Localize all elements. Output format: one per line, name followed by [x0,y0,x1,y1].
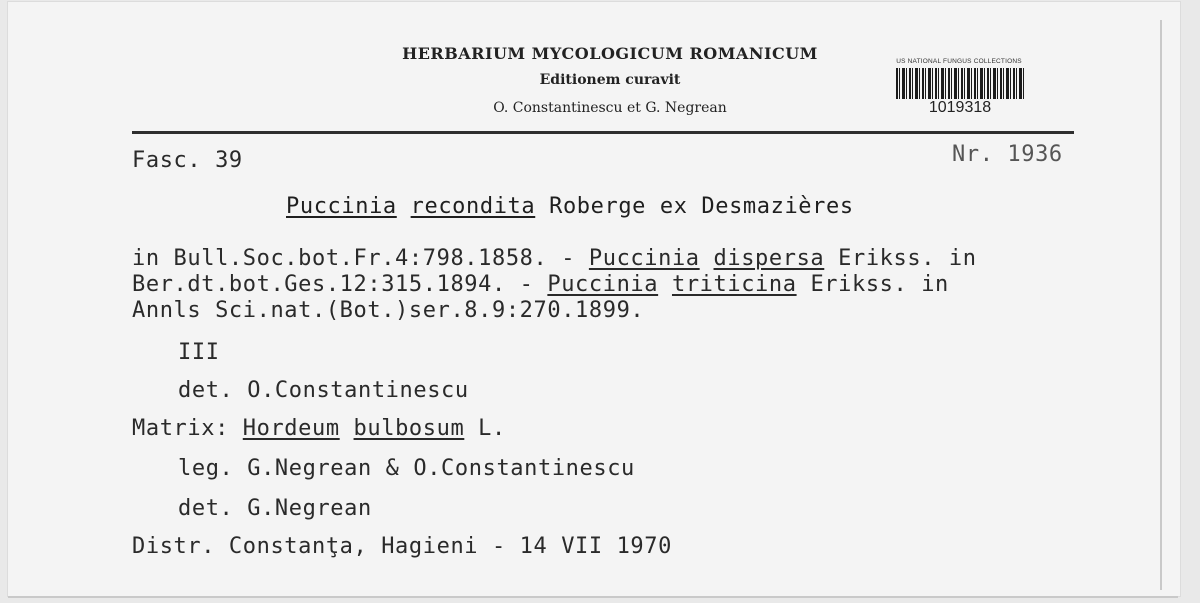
determiner-1: det. O.Constantinescu [178,378,469,403]
taxon-name [286,194,854,219]
taxon-species: recondita [410,194,536,219]
citation-2-pre: Ber.dt.bot.Ges.12:315.1894. - [132,272,548,297]
taxon-authority: Roberge ex Desmazières [549,194,854,219]
synonym-2-genus: Puccinia [547,272,659,297]
determiner-2: det. G.Negrean [178,496,372,521]
synonym-2-species: triticina [671,272,797,297]
citation-1-post: Erikss. in [824,246,977,271]
matrix-line [132,416,506,441]
spore-stage: III [178,340,220,365]
citation-line-2 [132,272,949,297]
specimen-number: Nr. 1936 [952,142,1063,167]
synonym-1-genus: Puccinia [588,246,700,271]
barcode-number: 1019318 [928,99,992,116]
herbarium-subtitle: Editionem curavit [539,72,681,88]
matrix-label: Matrix: [132,416,243,441]
header-rule [132,131,1074,134]
locality-date: Distr. Constanţa, Hagieni - 14 VII 1970 [132,534,672,559]
citation-line-3: Annls Sci.nat.(Bot.)ser.8.9:270.1899. [132,298,645,323]
synonym-1-species: dispersa [713,246,825,271]
barcode-icon [896,68,1024,99]
herbarium-editors: O. Constantinescu et G. Negrean [493,100,727,116]
matrix-author: L. [464,416,506,441]
fascicle-number: Fasc. 39 [132,148,243,173]
matrix-genus: Hordeum [242,416,340,441]
barcode-caption: US NATIONAL FUNGUS COLLECTIONS [896,58,1022,65]
herbarium-title: HERBARIUM MYCOLOGICUM ROMANICUM [402,44,818,63]
paper-edge-bottom [8,596,1178,598]
paper-edge-right [1160,20,1162,590]
citation-2-post: Erikss. in [796,272,949,297]
citation-line-1 [132,246,977,271]
collector: leg. G.Negrean & O.Constantinescu [178,456,635,481]
taxon-genus: Puccinia [286,194,397,219]
citation-1-pre: in Bull.Soc.bot.Fr.4:798.1858. - [132,246,589,271]
matrix-species: bulbosum [353,416,465,441]
